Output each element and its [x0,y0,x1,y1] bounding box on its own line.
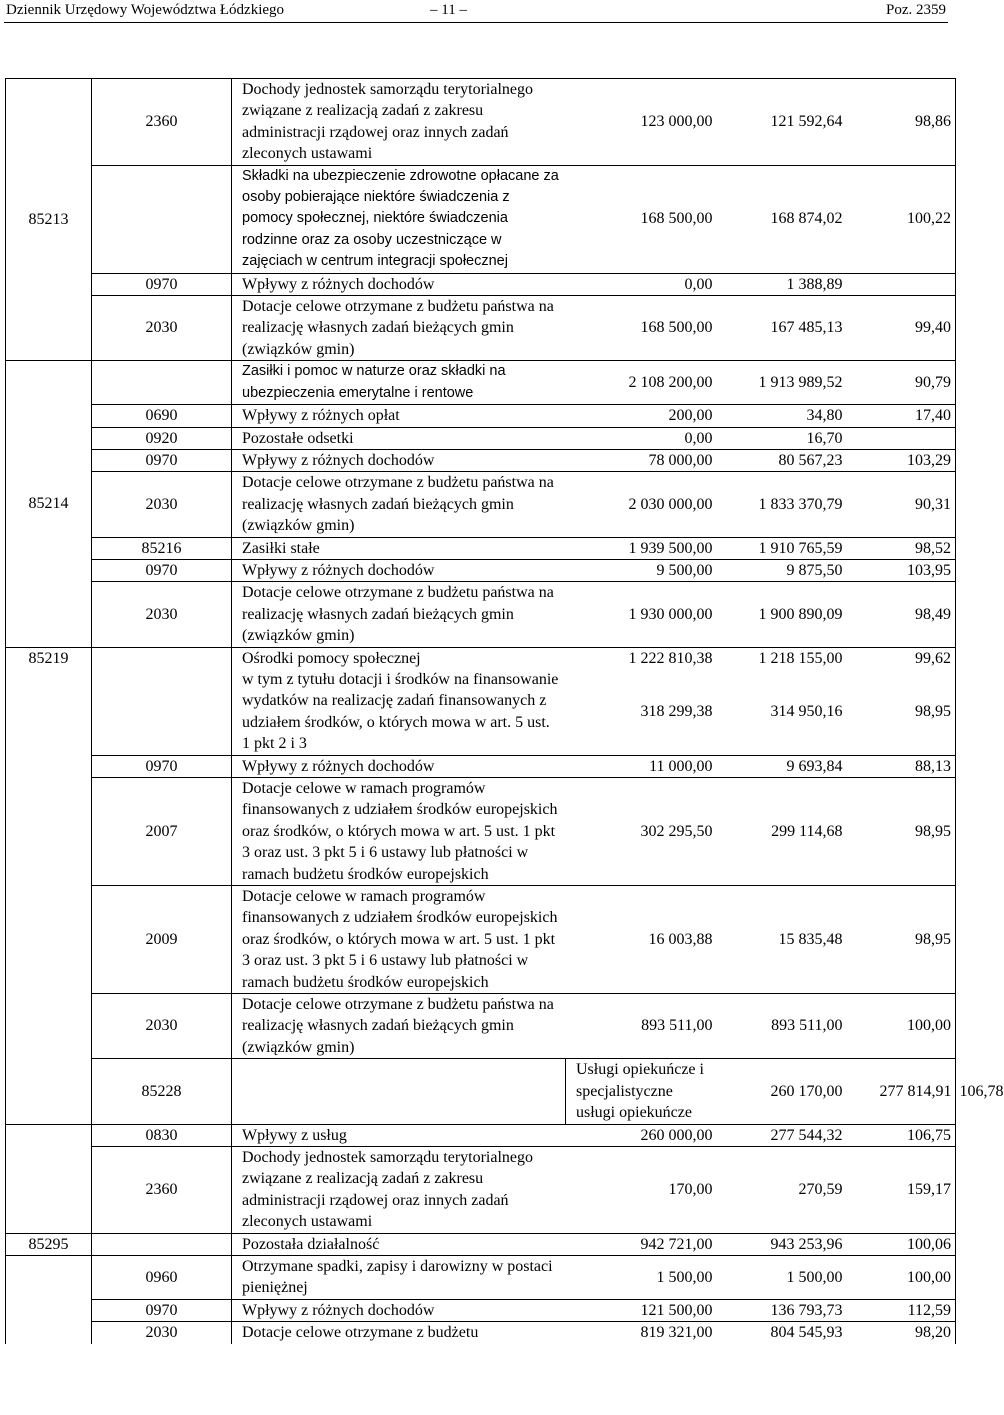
description-cell: Wpływy z różnych dochodów [232,755,566,777]
description-cell: Dotacje celowe otrzymane z budżetu [232,1322,566,1344]
percent-cell: 99,40 [847,296,956,361]
table-row [6,427,956,449]
table-row [6,669,956,755]
table-row [6,582,956,647]
execution-cell: 80 567,23 [717,449,847,471]
table-row [6,647,956,669]
execution-cell: 15 835,48 [717,886,847,994]
plan-cell: 2 030 000,00 [566,472,717,537]
plan-cell: 1 930 000,00 [566,582,717,647]
execution-cell: 804 545,93 [717,1322,847,1344]
description-cell: Dotacje celowe otrzymane z budżetu państwa na realizację własnych zadań bieżących gmin (związków gmin) [232,472,566,537]
table-row [6,472,956,537]
position-number: Poz. 2359 [886,2,946,18]
paragraph-cell [92,165,232,273]
description-cell: Wpływy z usług [232,1124,566,1146]
description-cell: Dotacje celowe otrzymane z budżetu państwa na realizację własnych zadań bieżących gmin (związków gmin) [232,994,566,1059]
paragraph-cell: 2030 [92,296,232,361]
plan-cell: 260 170,00 [717,1059,847,1124]
plan-cell: 168 500,00 [566,165,717,273]
paragraph-cell: 0970 [92,1299,232,1321]
percent-cell: 103,29 [847,449,956,471]
description-cell: w tym z tytułu dotacji i środków na finansowanie wydatków na realizację zadań finansowanych z udziałem środków, o których mowa w art. 5 ust. 1 pkt 2 i 3 [242,670,559,753]
table-row [6,886,956,994]
plan-cell: 170,00 [566,1146,717,1233]
percent-cell: 98,95 [847,886,956,994]
paragraph-cell: 2030 [92,472,232,537]
plan-cell: 318 299,38 [640,703,713,721]
plan-cell: 16 003,88 [566,886,717,994]
percent-cell: 98,95 [847,778,956,886]
paragraph-cell: 0690 [92,405,232,427]
plan-cell: 1 939 500,00 [566,537,717,559]
execution-cell: 136 793,73 [717,1299,847,1321]
plan-cell: 260 000,00 [566,1124,717,1146]
execution-cell: 34,80 [717,405,847,427]
description-cell: Dotacje celowe otrzymane z budżetu państwa na realizację własnych zadań bieżących gmin (związków gmin) [232,296,566,361]
paragraph-cell: 2360 [92,79,232,166]
description-cell: Wpływy z różnych dochodów [232,273,566,295]
plan-cell: 9 500,00 [566,559,717,581]
paragraph-cell: 2030 [92,1322,232,1344]
percent-cell: 99,62 [847,647,956,669]
journal-title: Dziennik Urzędowy Województwa Łódzkiego [6,2,285,18]
table-row [6,296,956,361]
description-cell: Dochody jednostek samorządu terytorialnego związane z realizacją zadań z zakresu administracji rządowej oraz innych zadań zleconych ustawami [232,1146,566,1233]
table-row [6,1299,956,1321]
execution-cell: 1 218 155,00 [717,647,847,669]
percent-cell [847,273,956,295]
page-header [4,0,948,23]
description-cell: Dotacje celowe otrzymane z budżetu państwa na realizację własnych zadań bieżących gmin (związków gmin) [232,582,566,647]
execution-cell: 1 388,89 [717,273,847,295]
paragraph-cell [92,1233,232,1255]
execution-cell: 9 875,50 [717,559,847,581]
table-row [6,755,956,777]
chapter-cell: 85216 [92,537,232,559]
paragraph-cell: 2360 [92,1146,232,1233]
table-row [6,537,956,559]
execution-cell: 277 814,91 [847,1059,956,1124]
table-row: 85228 Usługi opiekuńcze i specjalistyczne usługi opiekuńcze 260 170,00 277 814,91 106,78 [6,1059,956,1124]
plan-cell: 200,00 [566,405,717,427]
description-cell: Zasiłki stałe [232,537,566,559]
description-cell: Wpływy z różnych dochodów [232,559,566,581]
percent-cell: 17,40 [847,405,956,427]
paragraph-cell: 0970 [92,449,232,471]
percent-cell: 100,06 [847,1233,956,1255]
chapter-cell: 85228 [92,1059,232,1124]
percent-cell: 98,52 [847,537,956,559]
paragraph-cell: 0920 [92,427,232,449]
description-cell: Ośrodki pomocy społecznej [232,647,566,669]
paragraph-cell [232,1059,566,1124]
description-cell: Zasiłki i pomoc w naturze oraz składki na ubezpieczenia emerytalne i rentowe [232,361,566,405]
paragraph-cell: 2009 [92,886,232,994]
description-cell: Usługi opiekuńcze i specjalistyczne usługi opiekuńcze [566,1059,717,1124]
percent-cell: 100,00 [847,1255,956,1299]
plan-cell: 11 000,00 [566,755,717,777]
table-row [6,1233,956,1255]
table-row [6,449,956,471]
plan-cell: 123 000,00 [566,79,717,166]
execution-cell: 168 874,02 [717,165,847,273]
paragraph-cell [92,361,232,405]
chapter-cell: 85219 [6,647,92,669]
chapter-cell [6,1255,92,1343]
execution-cell: 277 544,32 [717,1124,847,1146]
table-row [6,1124,956,1146]
table-row [6,1322,956,1344]
description-cell: Pozostała działalność [232,1233,566,1255]
paragraph-cell: 0970 [92,273,232,295]
table-row [6,994,956,1059]
execution-cell: 1 900 890,09 [717,582,847,647]
percent-cell: 112,59 [847,1299,956,1321]
description-cell: Wpływy z różnych dochodów [232,449,566,471]
income-table [5,78,1004,1344]
percent-cell: 106,75 [847,1124,956,1146]
plan-cell: 168 500,00 [566,296,717,361]
paragraph-cell: 2007 [92,778,232,886]
percent-cell: 159,17 [847,1146,956,1233]
paragraph-cell: 0960 [92,1255,232,1299]
description-cell: Pozostałe odsetki [232,427,566,449]
plan-cell: 0,00 [566,273,717,295]
table-row [6,405,956,427]
percent-cell: 100,00 [847,994,956,1059]
percent-cell: 100,22 [847,165,956,273]
paragraph-cell: 2030 [92,582,232,647]
chapter-cell: 85213 [6,79,92,361]
plan-cell: 819 321,00 [566,1322,717,1344]
plan-cell: 2 108 200,00 [566,361,717,405]
paragraph-cell [92,669,232,755]
paragraph-cell: 0970 [92,755,232,777]
execution-cell: 270,59 [717,1146,847,1233]
execution-cell: 314 950,16 [770,703,843,721]
execution-cell: 1 910 765,59 [717,537,847,559]
percent-cell: 98,20 [847,1322,956,1344]
description-cell: Wpływy z różnych opłat [232,405,566,427]
percent-cell: 98,49 [847,582,956,647]
description-cell: Dochody jednostek samorządu terytorialnego związane z realizacją zadań z zakresu administracji rządowej oraz innych zadań zleconych ustawami [232,79,566,166]
percent-cell [847,427,956,449]
description-cell: Dotacje celowe w ramach programów finansowanych z udziałem środków europejskich oraz środków, o których mowa w art. 5 ust. 1 pkt 3 oraz ust. 3 pkt 5 i 6 ustawy lub płatności w ramach budżetu środków europejskich [232,886,566,994]
paragraph-cell: 2030 [92,994,232,1059]
percent-cell: 90,31 [847,472,956,537]
table-row [6,361,956,405]
table-row [6,559,956,581]
page-number: – 11 – [430,2,467,18]
plan-cell: 893 511,00 [566,994,717,1059]
execution-cell: 299 114,68 [717,778,847,886]
execution-cell: 893 511,00 [717,994,847,1059]
paragraph-cell [92,647,232,669]
description-cell: Dotacje celowe w ramach programów finansowanych z udziałem środków europejskich oraz środków, o których mowa w art. 5 ust. 1 pkt 3 oraz ust. 3 pkt 5 i 6 ustawy lub płatności w ramach budżetu środków europejskich [232,778,566,886]
chapter-cell: 85295 [6,1233,92,1255]
plan-cell: 121 500,00 [566,1299,717,1321]
plan-cell: 1 222 810,38 [566,647,717,669]
plan-cell: 1 500,00 [566,1255,717,1299]
table-row [6,1255,956,1299]
table-row [6,778,956,886]
description-cell: Składki na ubezpieczenie zdrowotne opłacane za osoby pobierające niektóre świadczenia z pomocy społecznej, niektóre świadczenia rodzinne oraz za osoby uczestniczące w zajęciach w centrum integracji społecznej [232,165,566,273]
plan-cell: 0,00 [566,427,717,449]
chapter-cell: 85214 [6,361,92,647]
execution-cell: 9 693,84 [717,755,847,777]
execution-cell: 16,70 [717,427,847,449]
table-row [6,273,956,295]
table-row [6,79,956,166]
table-row [6,165,956,273]
percent-cell: 103,95 [847,559,956,581]
paragraph-cell: 0830 [92,1124,232,1146]
percent-cell: 98,86 [847,79,956,166]
plan-cell: 78 000,00 [566,449,717,471]
description-cell: Wpływy z różnych dochodów [232,1299,566,1321]
execution-cell: 167 485,13 [717,296,847,361]
chapter-cell [6,1124,92,1233]
plan-cell: 302 295,50 [566,778,717,886]
execution-cell: 121 592,64 [717,79,847,166]
execution-cell: 1 833 370,79 [717,472,847,537]
table-row [6,1146,956,1233]
execution-cell: 943 253,96 [717,1233,847,1255]
execution-cell: 1 500,00 [717,1255,847,1299]
execution-cell: 1 913 989,52 [717,361,847,405]
plan-cell: 942 721,00 [566,1233,717,1255]
percent-cell: 88,13 [847,755,956,777]
percent-cell: 98,95 [847,669,956,755]
percent-cell: 90,79 [847,361,956,405]
chapter-cell [6,669,92,1124]
paragraph-cell: 0970 [92,559,232,581]
description-cell: Otrzymane spadki, zapisy i darowizny w postaci pieniężnej [232,1255,566,1299]
